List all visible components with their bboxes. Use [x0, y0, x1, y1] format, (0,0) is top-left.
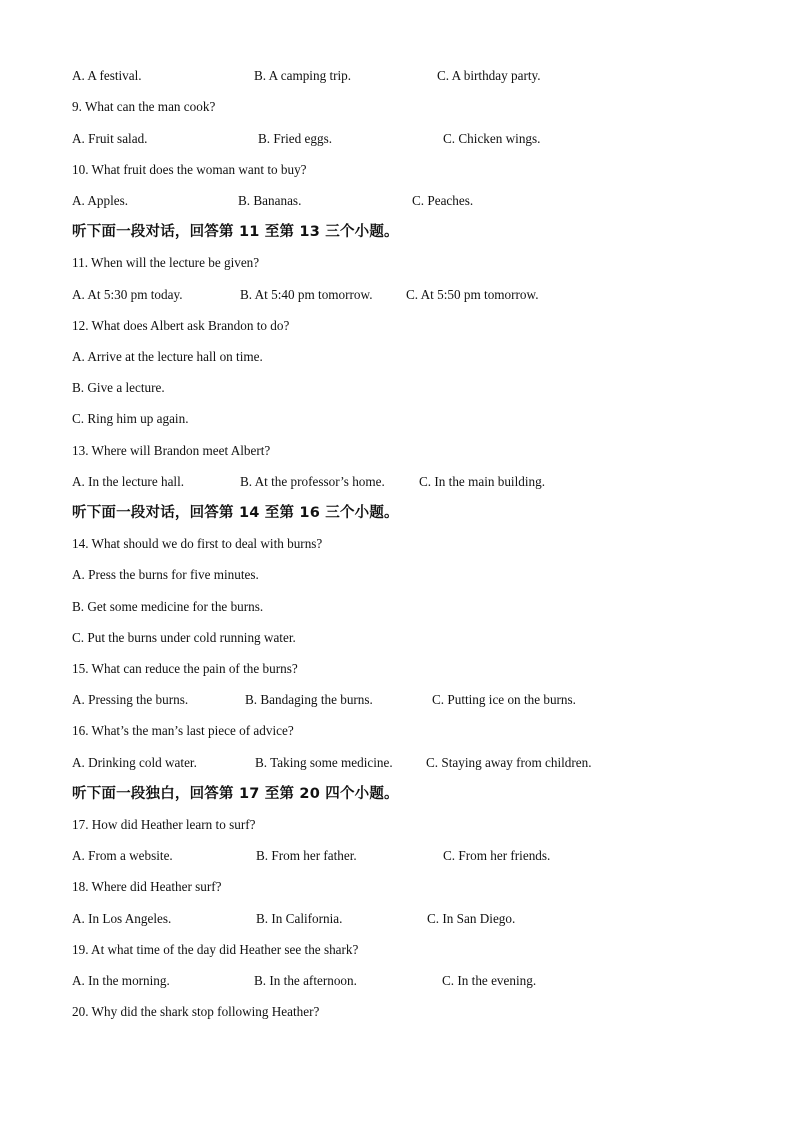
option-b: B. Bananas.: [238, 193, 302, 208]
option-c: C. Putting ice on the burns.: [432, 692, 576, 707]
option-a: A. In the lecture hall.: [72, 474, 185, 489]
option-a: A. Press the burns for five minutes.: [72, 567, 259, 582]
section-heading: 听下面一段对话，回答第 11 至第 13 三个小题。: [72, 224, 399, 240]
option-c: C. A birthday party.: [437, 68, 541, 83]
question-16: 16. What’s the man’s last piece of advice?: [72, 723, 294, 738]
question-13: 13. Where will Brandon meet Albert?: [72, 443, 271, 458]
question-12: 12. What does Albert ask Brandon to do?: [72, 318, 290, 333]
option-b: B. A camping trip.: [254, 68, 352, 83]
option-c: C. Chicken wings.: [443, 131, 541, 146]
option-a: A. Pressing the burns.: [72, 692, 189, 707]
question-14: 14. What should we do first to deal with burns?: [72, 536, 323, 551]
option-c: C. From her friends.: [443, 848, 551, 863]
question-19: 19. At what time of the day did Heather see the shark?: [72, 942, 359, 957]
option-a: A. Apples.: [72, 193, 129, 208]
question-18: 18. Where did Heather surf?: [72, 879, 222, 894]
option-b: B. Bandaging the burns.: [245, 692, 373, 707]
option-a: A. From a website.: [72, 848, 173, 863]
option-b: B. Taking some medicine.: [255, 755, 393, 770]
option-b: B. In the afternoon.: [254, 973, 357, 988]
option-b: B. From her father.: [256, 848, 357, 863]
question-15: 15. What can reduce the pain of the burns?: [72, 661, 298, 676]
option-c: C. In San Diego.: [427, 911, 516, 926]
question-11: 11. When will the lecture be given?: [72, 255, 260, 270]
option-b: B. At 5:40 pm tomorrow.: [240, 287, 373, 302]
option-c: C. Ring him up again.: [72, 411, 189, 426]
option-c: C. Staying away from children.: [426, 755, 592, 770]
section-heading: 听下面一段对话，回答第 14 至第 16 三个小题。: [72, 505, 399, 521]
option-a: A. Drinking cold water.: [72, 755, 197, 770]
question-17: 17. How did Heather learn to surf?: [72, 817, 256, 832]
option-a: A. In the morning.: [72, 973, 170, 988]
option-c: C. Put the burns under cold running water.: [72, 630, 296, 645]
option-b: B. Fried eggs.: [258, 131, 332, 146]
option-c: C. In the evening.: [442, 973, 537, 988]
option-a: A. At 5:30 pm today.: [72, 287, 183, 302]
option-b: B. Get some medicine for the burns.: [72, 599, 264, 614]
option-b: B. Give a lecture.: [72, 380, 165, 395]
option-c: C. In the main building.: [419, 474, 546, 489]
section-heading: 听下面一段独白，回答第 17 至第 20 四个小题。: [72, 786, 399, 802]
question-9: 9. What can the man cook?: [72, 99, 216, 114]
option-a: A. A festival.: [72, 68, 142, 83]
option-b: B. At the professor’s home.: [240, 474, 385, 489]
option-a: A. In Los Angeles.: [72, 911, 172, 926]
option-c: C. Peaches.: [412, 193, 474, 208]
question-20: 20. Why did the shark stop following Heather?: [72, 1004, 320, 1019]
question-10: 10. What fruit does the woman want to buy?: [72, 162, 307, 177]
option-a: A. Fruit salad.: [72, 131, 148, 146]
option-b: B. In California.: [256, 911, 343, 926]
option-c: C. At 5:50 pm tomorrow.: [406, 287, 539, 302]
option-a: A. Arrive at the lecture hall on time.: [72, 349, 263, 364]
